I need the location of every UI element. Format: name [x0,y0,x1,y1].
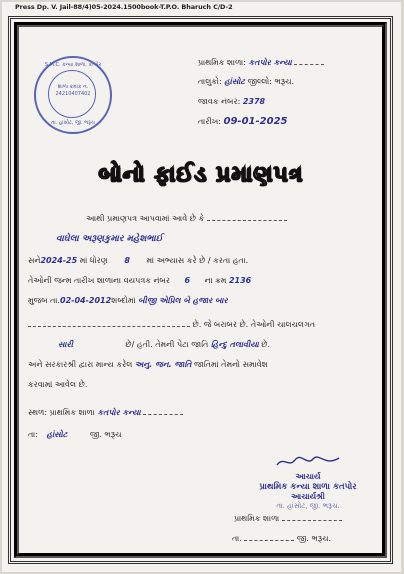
serial-label: ના ક્રમ [204,276,227,285]
body-line-5 [28,296,228,306]
certificate-sheet [2,2,401,572]
body-line-3 [28,256,248,266]
header-school-value: કતપોર કન્યા [248,58,292,67]
caste-text: છે/ હતી. તેમની પેટા જાતિ [125,340,209,349]
place-ta-value: હાંસોટ [46,430,68,439]
header-outward-value: 2378 [242,97,266,106]
as-per-text: મુજબ તા. [28,296,60,305]
stamp-subline: તા. હાંસોટ, જી. ભરૂચ. [276,502,340,510]
header-date-label: તારીખ: [198,117,221,126]
header-taluka-row [198,77,294,87]
correct-text: છે. જે બરાબર છે. તેઓની ચાલચલગત [192,320,316,329]
signature-mark [273,454,343,470]
dob-intro: તેઓની જન્મ તારીખ શાળાના વયપત્રક નંબર [28,276,170,285]
std-label: માં ધોરણ [79,256,108,265]
place-ta-row [28,430,122,440]
seal-bottom-text: તા. હાંસોટ, જી. ભરૂચ [51,120,95,126]
press-line: Press Dp. V. Jail-88/4)05-2024.1500book-T.P.O. Bharuch C/D-2 [12,3,236,11]
closing-text: કરવામાં આવેલ છે. [28,380,88,389]
header-outward-label: જાવક નંબર: [198,97,241,106]
footer-school-label: પ્રાથમિક શાળા [234,514,280,523]
header-taluka-value: હાંસોટ [224,77,245,86]
footer-ta-label: તા. [232,534,242,543]
header-outward-row [198,97,265,107]
dash-line [294,58,324,65]
footer-school-row [234,514,342,524]
principal-stamp [238,454,378,511]
body-line-8 [28,360,268,370]
certificate-title: બોનો ફાઈડ પ્રમાણપત્ર [98,162,304,187]
seal-number: 24210407402 [55,91,91,97]
place-value: કતપોર કન્યા [97,408,141,417]
category-value: અનુ. જન. જાતિ [134,360,192,369]
header-school-label: પ્રાથમિક શાળા: [198,58,246,67]
register-number: 6 [184,276,191,285]
stamp-role: આચાર્ય [295,472,321,481]
header-school-row [198,58,324,68]
year-prefix: સને [28,256,41,265]
dash-line [143,408,183,415]
category-suffix: જાતિમાં તેમનો સમાવેશ [193,360,268,369]
caste-value: હિન્દુ તલાવીયા [210,340,259,349]
dash-line [28,320,190,327]
dob-value: 02-04-2012 [60,296,112,305]
place-row [28,408,183,418]
dash-line [207,214,287,221]
intro-text: આથી પ્રમાણપત્ર આપવામાં આવે છે કે [86,214,205,223]
place-district: જી. ભરૂચ [89,430,122,439]
in-words-label: શબ્દોમાં [111,296,136,305]
seal-middle-text: શાળા ક્રમાંક નં. [57,84,89,90]
header-date-value: 09-01-2025 [223,116,288,127]
place-label: સ્થળ: પ્રાથમિક શાળા [28,408,95,417]
body-line-6 [28,320,315,330]
school-seal [34,56,112,134]
studying-text: માં અભ્યાસ કરે છે / કરતા હતા. [146,256,249,265]
body-line-7: સારી છે/ હતી. તેમની પેટા જાતિ હિન્દુ તલાવીયા છે. [58,340,270,349]
body-line-9 [28,380,87,390]
academic-year: 2024-25 [40,256,78,265]
header-date-row [198,116,287,127]
std-value: 8 [124,256,130,265]
footer-ta-row [232,534,331,544]
header-district-text: જીલ્લો: ભરૂચ. [247,77,295,86]
header-taluka-label: તાલુકો: [198,77,222,86]
stamp-title: આચાર્યશ્રી [291,492,325,501]
govt-text: અને સરકારશ્રી દ્વારા માન્ય કરેલ [28,360,133,369]
place-ta-label: તા: [28,430,38,439]
dash-line [244,534,294,541]
dash-line [282,514,342,521]
body-line-4 [28,276,251,286]
serial-number: 2136 [228,276,252,285]
conduct-value: સારી [58,340,73,349]
dob-words: બીજી એપ્રિલ બે હજાર બાર [138,296,228,305]
stamp-school: પ્રાથમિક કન્યા શાળા કતપોર [259,482,357,492]
body-line-2 [28,234,163,244]
seal-top-text: S.M.C. કન્યા શાળા, કત્પોર [44,62,102,68]
body-line-1 [86,214,287,224]
footer-district: જી. ભરૂચ. [296,534,332,543]
student-name: વાઘેલા અરૂણકુમાર મહેશભાઈ [56,234,163,244]
